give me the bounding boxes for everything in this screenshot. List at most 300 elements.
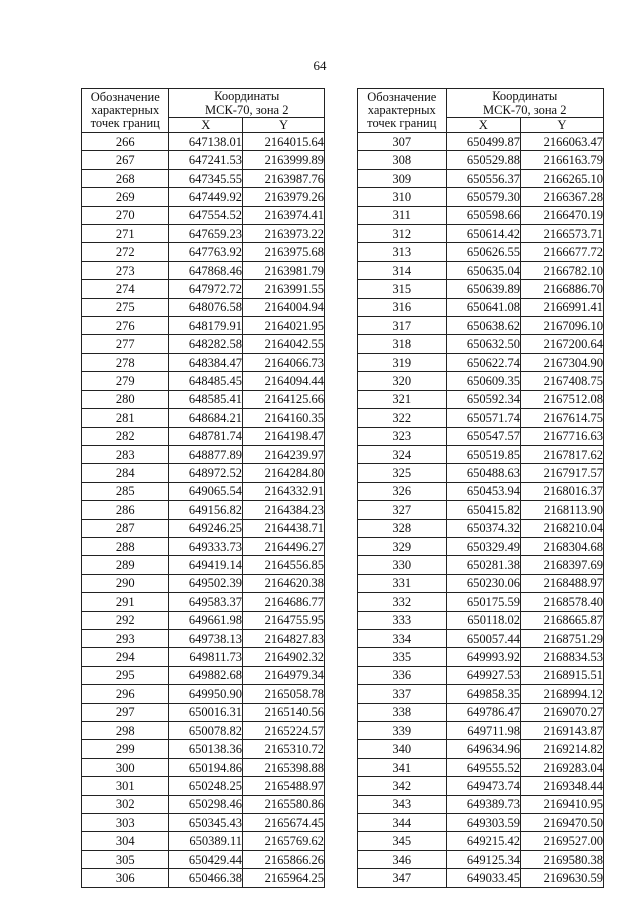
x-coordinate-cell: 650592.34 <box>446 390 520 408</box>
table-row <box>82 206 325 224</box>
point-number-cell: 347 <box>358 869 447 887</box>
y-coordinate-cell: 2167716.63 <box>520 427 603 445</box>
table-row <box>358 703 604 721</box>
x-coordinate-cell: 649555.52 <box>446 758 520 776</box>
point-number-cell: 305 <box>82 850 169 868</box>
y-coordinate-cell: 2163991.55 <box>242 280 324 298</box>
table-row <box>82 740 325 758</box>
table-row <box>358 298 604 316</box>
point-number-cell: 304 <box>82 832 169 850</box>
y-coordinate-cell: 2169527.00 <box>520 832 603 850</box>
table-row <box>358 335 604 353</box>
point-number-cell: 301 <box>82 777 169 795</box>
y-coordinate-cell: 2165580.86 <box>242 795 324 813</box>
y-coordinate-cell: 2164332.91 <box>242 482 324 500</box>
point-number-cell: 303 <box>82 814 169 832</box>
y-coordinate-cell: 2165488.97 <box>242 777 324 795</box>
x-coordinate-cell: 648179.91 <box>169 317 243 335</box>
point-number-cell: 314 <box>358 261 447 279</box>
x-coordinate-cell: 647659.23 <box>169 225 243 243</box>
x-coordinate-cell: 649246.25 <box>169 519 243 537</box>
table-row <box>82 353 325 371</box>
point-number-cell: 291 <box>82 593 169 611</box>
y-coordinate-cell: 2167200.64 <box>520 335 603 353</box>
point-number-cell: 316 <box>358 298 447 316</box>
x-coordinate-cell: 649858.35 <box>446 685 520 703</box>
table-row <box>82 611 325 629</box>
x-coordinate-cell: 650016.31 <box>169 703 243 721</box>
x-coordinate-cell: 650057.44 <box>446 629 520 647</box>
point-number-cell: 313 <box>358 243 447 261</box>
y-coordinate-cell: 2165224.57 <box>242 722 324 740</box>
x-coordinate-cell: 647241.53 <box>169 151 243 169</box>
table-row <box>358 445 604 463</box>
x-coordinate-cell: 650641.08 <box>446 298 520 316</box>
point-number-cell: 340 <box>358 740 447 758</box>
point-number-cell: 279 <box>82 372 169 390</box>
y-coordinate-cell: 2168751.29 <box>520 629 603 647</box>
x-coordinate-cell: 650488.63 <box>446 464 520 482</box>
x-coordinate-cell: 650194.86 <box>169 758 243 776</box>
x-coordinate-cell: 650230.06 <box>446 574 520 592</box>
table-row <box>358 317 604 335</box>
y-coordinate-cell: 2164755.95 <box>242 611 324 629</box>
header-point-line: характерных <box>91 103 160 117</box>
y-coordinate-cell: 2165310.72 <box>242 740 324 758</box>
point-number-cell: 270 <box>82 206 169 224</box>
x-coordinate-cell: 650248.25 <box>169 777 243 795</box>
x-coordinate-cell: 648781.74 <box>169 427 243 445</box>
table-row <box>82 335 325 353</box>
x-coordinate-cell: 649125.34 <box>446 850 520 868</box>
x-coordinate-cell: 649993.92 <box>446 648 520 666</box>
x-coordinate-cell: 650622.74 <box>446 353 520 371</box>
point-number-cell: 331 <box>358 574 447 592</box>
y-coordinate-cell: 2163987.76 <box>242 169 324 187</box>
point-number-cell: 321 <box>358 390 447 408</box>
point-number-cell: 283 <box>82 445 169 463</box>
point-number-cell: 333 <box>358 611 447 629</box>
table-row <box>82 243 325 261</box>
table-row <box>358 777 604 795</box>
table-row <box>82 188 325 206</box>
x-coordinate-cell: 647345.55 <box>169 169 243 187</box>
point-number-cell: 326 <box>358 482 447 500</box>
point-number-cell: 288 <box>82 537 169 555</box>
point-number-cell: 342 <box>358 777 447 795</box>
y-coordinate-cell: 2168915.51 <box>520 666 603 684</box>
point-number-cell: 284 <box>82 464 169 482</box>
y-coordinate-cell: 2164160.35 <box>242 409 324 427</box>
y-coordinate-cell: 2167512.08 <box>520 390 603 408</box>
x-coordinate-cell: 650345.43 <box>169 814 243 832</box>
x-coordinate-cell: 650389.11 <box>169 832 243 850</box>
table-row <box>358 261 604 279</box>
table-row <box>358 740 604 758</box>
y-coordinate-cell: 2169470.50 <box>520 814 603 832</box>
y-coordinate-cell: 2163979.26 <box>242 188 324 206</box>
table-row <box>82 317 325 335</box>
point-number-cell: 267 <box>82 151 169 169</box>
x-coordinate-cell: 647868.46 <box>169 261 243 279</box>
x-coordinate-cell: 650638.62 <box>446 317 520 335</box>
y-coordinate-cell: 2168113.90 <box>520 501 603 519</box>
table-row <box>358 666 604 684</box>
x-coordinate-cell: 649583.37 <box>169 593 243 611</box>
header-coordinates-title: Координаты <box>492 89 558 103</box>
x-coordinate-cell: 649156.82 <box>169 501 243 519</box>
table-row <box>82 390 325 408</box>
x-coordinate-cell: 650429.44 <box>169 850 243 868</box>
y-coordinate-cell: 2165398.88 <box>242 758 324 776</box>
y-coordinate-cell: 2164042.55 <box>242 335 324 353</box>
y-coordinate-cell: 2166063.47 <box>520 133 603 151</box>
header-y: Y <box>520 118 603 133</box>
y-coordinate-cell: 2168994.12 <box>520 685 603 703</box>
point-number-cell: 343 <box>358 795 447 813</box>
table-row <box>82 372 325 390</box>
table-row <box>82 133 325 151</box>
x-coordinate-cell: 648384.47 <box>169 353 243 371</box>
x-coordinate-cell: 650579.30 <box>446 188 520 206</box>
table-row <box>358 722 604 740</box>
x-coordinate-cell: 650519.85 <box>446 445 520 463</box>
y-coordinate-cell: 2169283.04 <box>520 758 603 776</box>
point-number-cell: 269 <box>82 188 169 206</box>
header-x: X <box>446 118 520 133</box>
point-number-cell: 271 <box>82 225 169 243</box>
table-row <box>358 280 604 298</box>
table-row <box>82 409 325 427</box>
x-coordinate-cell: 648585.41 <box>169 390 243 408</box>
header-y: Y <box>242 118 324 133</box>
y-coordinate-cell: 2165769.62 <box>242 832 324 850</box>
table-row <box>358 574 604 592</box>
y-coordinate-cell: 2164438.71 <box>242 519 324 537</box>
point-number-cell: 266 <box>82 133 169 151</box>
x-coordinate-cell: 649473.74 <box>446 777 520 795</box>
header-coordinate-system: МСК-70, зона 2 <box>483 103 567 117</box>
table-row <box>358 151 604 169</box>
point-number-cell: 282 <box>82 427 169 445</box>
table-row <box>358 464 604 482</box>
header-coordinates <box>169 89 325 118</box>
table-row <box>82 685 325 703</box>
point-number-cell: 273 <box>82 261 169 279</box>
table-row <box>358 685 604 703</box>
y-coordinate-cell: 2168397.69 <box>520 556 603 574</box>
header-coordinates <box>446 89 603 118</box>
point-number-cell: 320 <box>358 372 447 390</box>
x-coordinate-cell: 650614.42 <box>446 225 520 243</box>
x-coordinate-cell: 649215.42 <box>446 832 520 850</box>
table-row <box>82 482 325 500</box>
table-row <box>82 629 325 647</box>
table-row <box>82 832 325 850</box>
table-row <box>358 353 604 371</box>
point-number-cell: 341 <box>358 758 447 776</box>
x-coordinate-cell: 648684.21 <box>169 409 243 427</box>
y-coordinate-cell: 2168016.37 <box>520 482 603 500</box>
table-row <box>82 501 325 519</box>
x-coordinate-cell: 649634.96 <box>446 740 520 758</box>
x-coordinate-cell: 649065.54 <box>169 482 243 500</box>
table-row <box>358 795 604 813</box>
point-number-cell: 285 <box>82 482 169 500</box>
point-number-cell: 317 <box>358 317 447 335</box>
point-number-cell: 278 <box>82 353 169 371</box>
point-number-cell: 335 <box>358 648 447 666</box>
x-coordinate-cell: 650329.49 <box>446 537 520 555</box>
table-body-left <box>82 133 325 888</box>
y-coordinate-cell: 2164284.80 <box>242 464 324 482</box>
coordinates-table-right <box>357 88 604 888</box>
x-coordinate-cell: 649419.14 <box>169 556 243 574</box>
x-coordinate-cell: 650626.55 <box>446 243 520 261</box>
x-coordinate-cell: 649711.98 <box>446 722 520 740</box>
header-point-line: точек границ <box>90 116 160 130</box>
y-coordinate-cell: 2164979.34 <box>242 666 324 684</box>
x-coordinate-cell: 650556.37 <box>446 169 520 187</box>
point-number-cell: 322 <box>358 409 447 427</box>
table-row <box>358 556 604 574</box>
point-number-cell: 286 <box>82 501 169 519</box>
x-coordinate-cell: 647138.01 <box>169 133 243 151</box>
header-coordinate-system: МСК-70, зона 2 <box>205 103 289 117</box>
x-coordinate-cell: 649882.68 <box>169 666 243 684</box>
point-number-cell: 307 <box>358 133 447 151</box>
point-number-cell: 290 <box>82 574 169 592</box>
y-coordinate-cell: 2166470.19 <box>520 206 603 224</box>
table-row <box>82 427 325 445</box>
x-coordinate-cell: 647449.92 <box>169 188 243 206</box>
y-coordinate-cell: 2163974.41 <box>242 206 324 224</box>
point-number-cell: 327 <box>358 501 447 519</box>
table-row <box>82 758 325 776</box>
table-row <box>358 648 604 666</box>
y-coordinate-cell: 2163975.68 <box>242 243 324 261</box>
y-coordinate-cell: 2164066.73 <box>242 353 324 371</box>
y-coordinate-cell: 2167917.57 <box>520 464 603 482</box>
y-coordinate-cell: 2164384.23 <box>242 501 324 519</box>
table-row <box>82 850 325 868</box>
point-number-cell: 297 <box>82 703 169 721</box>
y-coordinate-cell: 2163999.89 <box>242 151 324 169</box>
x-coordinate-cell: 650639.89 <box>446 280 520 298</box>
x-coordinate-cell: 650078.82 <box>169 722 243 740</box>
y-coordinate-cell: 2164902.32 <box>242 648 324 666</box>
table-row <box>82 703 325 721</box>
page-number: 64 <box>313 58 327 73</box>
y-coordinate-cell: 2163981.79 <box>242 261 324 279</box>
x-coordinate-cell: 650374.32 <box>446 519 520 537</box>
table-row <box>358 372 604 390</box>
x-coordinate-cell: 650499.87 <box>446 133 520 151</box>
x-coordinate-cell: 649786.47 <box>446 703 520 721</box>
table-body-right <box>358 133 604 888</box>
point-number-cell: 277 <box>82 335 169 353</box>
table-row <box>82 519 325 537</box>
table-row <box>82 648 325 666</box>
table-row <box>82 298 325 316</box>
point-number-cell: 328 <box>358 519 447 537</box>
header-x: X <box>169 118 243 133</box>
table-row <box>82 574 325 592</box>
y-coordinate-cell: 2168834.53 <box>520 648 603 666</box>
x-coordinate-cell: 650609.35 <box>446 372 520 390</box>
point-number-cell: 299 <box>82 740 169 758</box>
x-coordinate-cell: 650547.57 <box>446 427 520 445</box>
x-coordinate-cell: 649333.73 <box>169 537 243 555</box>
y-coordinate-cell: 2167614.75 <box>520 409 603 427</box>
y-coordinate-cell: 2169214.82 <box>520 740 603 758</box>
point-number-cell: 309 <box>358 169 447 187</box>
y-coordinate-cell: 2164620.38 <box>242 574 324 592</box>
x-coordinate-cell: 649033.45 <box>446 869 520 887</box>
table-row <box>358 537 604 555</box>
table-row <box>358 409 604 427</box>
point-number-cell: 338 <box>358 703 447 721</box>
point-number-cell: 332 <box>358 593 447 611</box>
table-row <box>358 427 604 445</box>
y-coordinate-cell: 2167096.10 <box>520 317 603 335</box>
y-coordinate-cell: 2164094.44 <box>242 372 324 390</box>
point-number-cell: 323 <box>358 427 447 445</box>
table-row <box>358 482 604 500</box>
table-row <box>82 280 325 298</box>
point-number-cell: 268 <box>82 169 169 187</box>
point-number-cell: 272 <box>82 243 169 261</box>
table-row <box>358 519 604 537</box>
table-row <box>358 243 604 261</box>
point-number-cell: 306 <box>82 869 169 887</box>
x-coordinate-cell: 650466.38 <box>169 869 243 887</box>
y-coordinate-cell: 2166163.79 <box>520 151 603 169</box>
y-coordinate-cell: 2164827.83 <box>242 629 324 647</box>
table-row <box>358 169 604 187</box>
y-coordinate-cell: 2164239.97 <box>242 445 324 463</box>
table-row <box>358 869 604 887</box>
point-number-cell: 344 <box>358 814 447 832</box>
point-number-cell: 302 <box>82 795 169 813</box>
x-coordinate-cell: 647554.52 <box>169 206 243 224</box>
y-coordinate-cell: 2167817.62 <box>520 445 603 463</box>
y-coordinate-cell: 2164125.66 <box>242 390 324 408</box>
y-coordinate-cell: 2164556.85 <box>242 556 324 574</box>
x-coordinate-cell: 647972.72 <box>169 280 243 298</box>
header-coordinates-title: Координаты <box>214 89 280 103</box>
point-number-cell: 324 <box>358 445 447 463</box>
table-row <box>358 225 604 243</box>
table-row <box>82 593 325 611</box>
x-coordinate-cell: 650632.50 <box>446 335 520 353</box>
point-number-cell: 310 <box>358 188 447 206</box>
x-coordinate-cell: 648282.58 <box>169 335 243 353</box>
y-coordinate-cell: 2164198.47 <box>242 427 324 445</box>
table-row <box>358 611 604 629</box>
x-coordinate-cell: 650298.46 <box>169 795 243 813</box>
point-number-cell: 339 <box>358 722 447 740</box>
point-number-cell: 345 <box>358 832 447 850</box>
coordinates-table-left <box>81 88 325 888</box>
y-coordinate-cell: 2167408.75 <box>520 372 603 390</box>
table-row <box>82 795 325 813</box>
x-coordinate-cell: 648076.58 <box>169 298 243 316</box>
table-row <box>82 869 325 887</box>
table-row <box>82 151 325 169</box>
y-coordinate-cell: 2169348.44 <box>520 777 603 795</box>
point-number-cell: 336 <box>358 666 447 684</box>
y-coordinate-cell: 2166367.28 <box>520 188 603 206</box>
table-row <box>358 593 604 611</box>
y-coordinate-cell: 2168665.87 <box>520 611 603 629</box>
x-coordinate-cell: 648485.45 <box>169 372 243 390</box>
point-number-cell: 315 <box>358 280 447 298</box>
y-coordinate-cell: 2165866.26 <box>242 850 324 868</box>
x-coordinate-cell: 650415.82 <box>446 501 520 519</box>
x-coordinate-cell: 649389.73 <box>446 795 520 813</box>
header-point-line: характерных <box>367 103 436 117</box>
y-coordinate-cell: 2168488.97 <box>520 574 603 592</box>
x-coordinate-cell: 649502.39 <box>169 574 243 592</box>
x-coordinate-cell: 650281.38 <box>446 556 520 574</box>
point-number-cell: 298 <box>82 722 169 740</box>
x-coordinate-cell: 648877.89 <box>169 445 243 463</box>
y-coordinate-cell: 2166886.70 <box>520 280 603 298</box>
table-row <box>82 537 325 555</box>
point-number-cell: 275 <box>82 298 169 316</box>
y-coordinate-cell: 2164004.94 <box>242 298 324 316</box>
x-coordinate-cell: 650598.66 <box>446 206 520 224</box>
table-row <box>82 722 325 740</box>
x-coordinate-cell: 649738.13 <box>169 629 243 647</box>
point-number-cell: 294 <box>82 648 169 666</box>
x-coordinate-cell: 650175.59 <box>446 593 520 611</box>
x-coordinate-cell: 650529.88 <box>446 151 520 169</box>
point-number-cell: 311 <box>358 206 447 224</box>
x-coordinate-cell: 649811.73 <box>169 648 243 666</box>
point-number-cell: 319 <box>358 353 447 371</box>
table-row <box>358 814 604 832</box>
point-number-cell: 337 <box>358 685 447 703</box>
x-coordinate-cell: 649950.90 <box>169 685 243 703</box>
y-coordinate-cell: 2164015.64 <box>242 133 324 151</box>
point-number-cell: 289 <box>82 556 169 574</box>
table-row <box>358 188 604 206</box>
x-coordinate-cell: 650118.02 <box>446 611 520 629</box>
x-coordinate-cell: 649661.98 <box>169 611 243 629</box>
y-coordinate-cell: 2166573.71 <box>520 225 603 243</box>
table-row <box>358 850 604 868</box>
point-number-cell: 281 <box>82 409 169 427</box>
table-row <box>358 133 604 151</box>
point-number-cell: 334 <box>358 629 447 647</box>
y-coordinate-cell: 2169630.59 <box>520 869 603 887</box>
table-row <box>358 390 604 408</box>
y-coordinate-cell: 2165058.78 <box>242 685 324 703</box>
y-coordinate-cell: 2164021.95 <box>242 317 324 335</box>
table-row <box>82 556 325 574</box>
y-coordinate-cell: 2169070.27 <box>520 703 603 721</box>
y-coordinate-cell: 2165140.56 <box>242 703 324 721</box>
point-number-cell: 312 <box>358 225 447 243</box>
table-row <box>82 777 325 795</box>
y-coordinate-cell: 2164496.27 <box>242 537 324 555</box>
header-point-line: точек границ <box>367 116 437 130</box>
point-number-cell: 274 <box>82 280 169 298</box>
y-coordinate-cell: 2169410.95 <box>520 795 603 813</box>
y-coordinate-cell: 2168578.40 <box>520 593 603 611</box>
